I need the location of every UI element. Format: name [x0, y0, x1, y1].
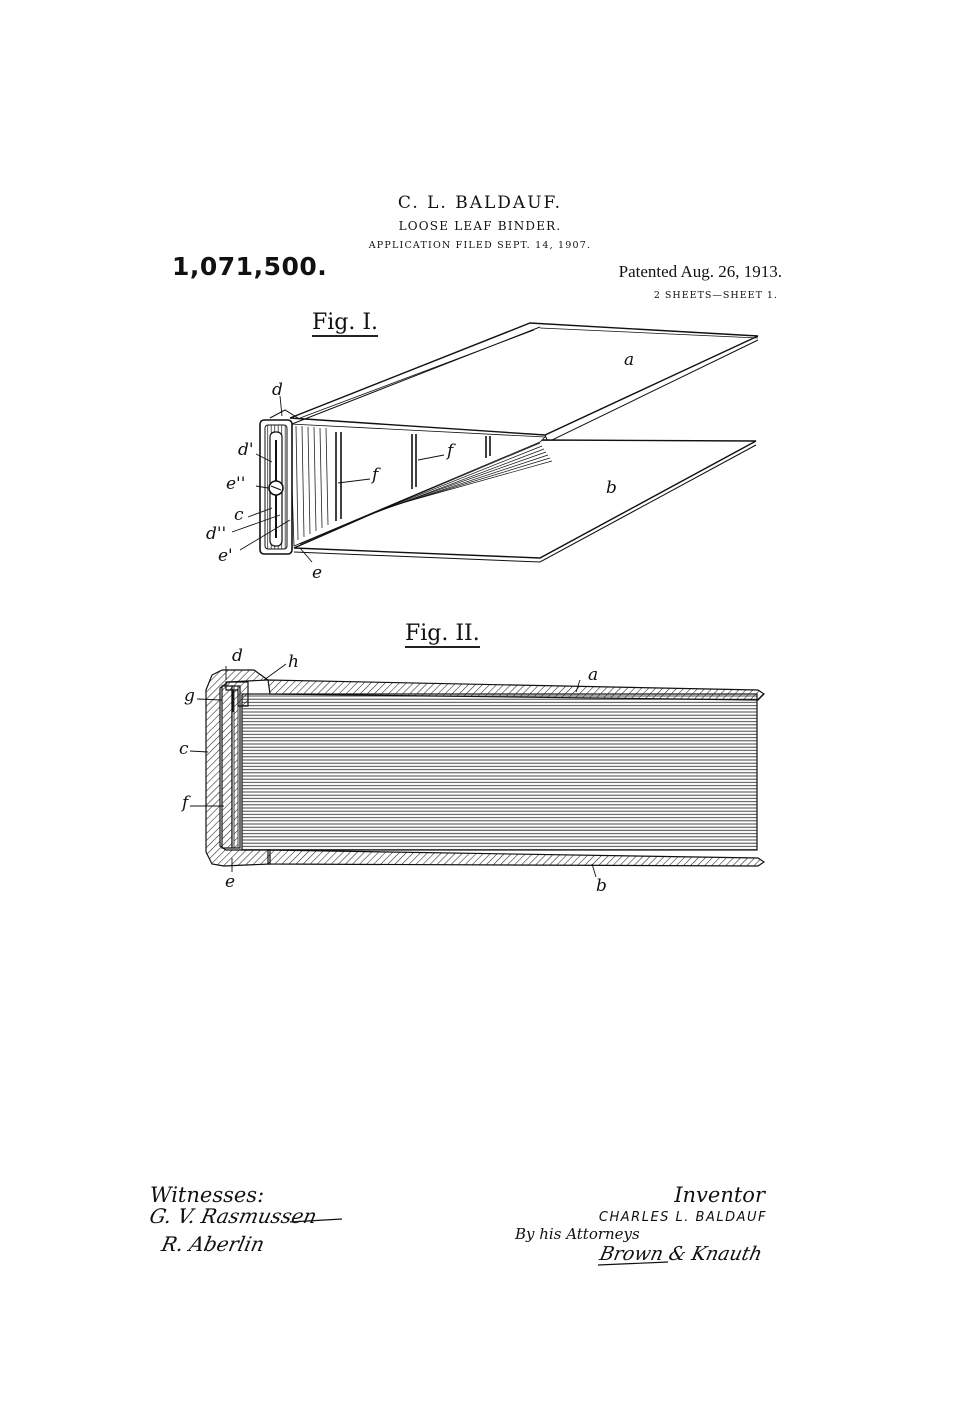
figure-2: [206, 670, 764, 866]
fig1-label-e2: e'': [226, 474, 246, 494]
fig2-label-f: f: [182, 793, 189, 813]
patent-number: 1,071,500.: [172, 252, 328, 281]
patented-date: Patented Aug. 26, 1913.: [618, 262, 782, 281]
fig-2-title: Fig. II.: [405, 621, 480, 646]
fig1-label-f-left: f: [372, 465, 379, 485]
inventor-name: CHARLES L. BALDAUF: [598, 1210, 767, 1225]
fig2-label-e: e: [225, 872, 236, 892]
fig2-label-a: a: [588, 665, 599, 685]
inventor-header: C. L. BALDAUF.: [397, 193, 563, 213]
fig2-label-d: d: [232, 646, 243, 666]
attorneys-label: By his Attorneys: [515, 1225, 640, 1243]
fig1-label-c: c: [234, 505, 244, 525]
fig1-label-a: a: [624, 350, 635, 370]
patent-title: LOOSE LEAF BINDER.: [398, 219, 562, 233]
attorney-signature: Brown & Knauth: [597, 1243, 765, 1265]
fig2-label-c: c: [179, 739, 189, 759]
fig2-label-h: h: [288, 652, 299, 672]
fig1-label-f-right: f: [447, 441, 454, 461]
fig2-label-b: b: [596, 876, 607, 896]
witness-signature-1: G. V. Rasmussen: [147, 1204, 319, 1228]
inventor-label: Inventor: [674, 1183, 765, 1207]
sheet-count: 2 SHEETS—SHEET 1.: [653, 290, 778, 301]
witness-signature-2: R. Aberlin: [159, 1232, 267, 1256]
fig1-label-b: b: [606, 478, 617, 498]
fig1-label-d: d: [272, 380, 283, 400]
fig2-label-g: g: [184, 686, 195, 706]
application-filed: APPLICATION FILED SEPT. 14, 1907.: [368, 240, 592, 251]
figure-1: [260, 323, 758, 562]
fig1-label-d2: d'': [206, 524, 227, 544]
fig1-label-d1: d': [238, 440, 254, 460]
fig1-label-e1: e': [218, 546, 233, 566]
fig-1-title: Fig. I.: [312, 310, 379, 335]
witnesses-label: Witnesses:: [150, 1183, 265, 1207]
fig1-label-e: e: [312, 563, 323, 583]
